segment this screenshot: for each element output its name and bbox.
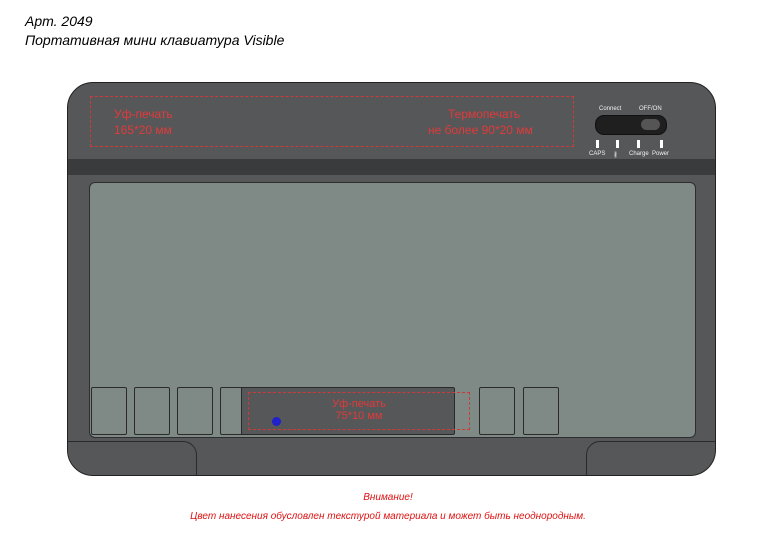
notice-text: Цвет нанесения обусловлен текстурой материала и может быть неоднородным. bbox=[190, 511, 586, 522]
connect-label: Connect bbox=[599, 106, 622, 112]
key-3[interactable] bbox=[177, 387, 213, 435]
right-foot bbox=[586, 441, 716, 476]
uv-print-label: Уф-печать bbox=[114, 107, 173, 121]
article-number: Арт. 2049 bbox=[25, 13, 93, 29]
switch-knob bbox=[641, 119, 660, 130]
key-2[interactable] bbox=[134, 387, 170, 435]
key-1[interactable] bbox=[91, 387, 127, 435]
bluetooth-led bbox=[616, 140, 619, 148]
uv-print-size: 165*20 мм bbox=[114, 123, 172, 137]
power-label: Power bbox=[652, 151, 670, 157]
charge-led bbox=[637, 140, 640, 148]
transfer-print-label: Термопечать bbox=[448, 107, 521, 121]
space-print-label: Уф-печать bbox=[332, 398, 386, 410]
charge-label: Charge bbox=[629, 151, 649, 157]
keyboard-body bbox=[67, 82, 716, 476]
power-switch-label: OFF/ON bbox=[639, 106, 662, 112]
key-5[interactable] bbox=[479, 387, 515, 435]
product-title: Портативная мини клавиатура Visible bbox=[25, 32, 285, 48]
top-print-area bbox=[90, 96, 574, 147]
left-foot bbox=[67, 441, 197, 476]
key-6[interactable] bbox=[523, 387, 559, 435]
notice-title: Внимание! bbox=[363, 492, 413, 503]
space-print-size: 75*10 мм bbox=[335, 410, 383, 422]
connect-power-switch[interactable] bbox=[595, 115, 667, 135]
power-led bbox=[660, 140, 663, 148]
bluetooth-icon: ∦ bbox=[614, 152, 617, 158]
caps-label: CAPS bbox=[589, 151, 606, 157]
marker-dot bbox=[272, 417, 281, 426]
divider-band bbox=[68, 159, 715, 175]
caps-led bbox=[596, 140, 599, 148]
transfer-print-size: не более 90*20 мм bbox=[428, 123, 533, 137]
